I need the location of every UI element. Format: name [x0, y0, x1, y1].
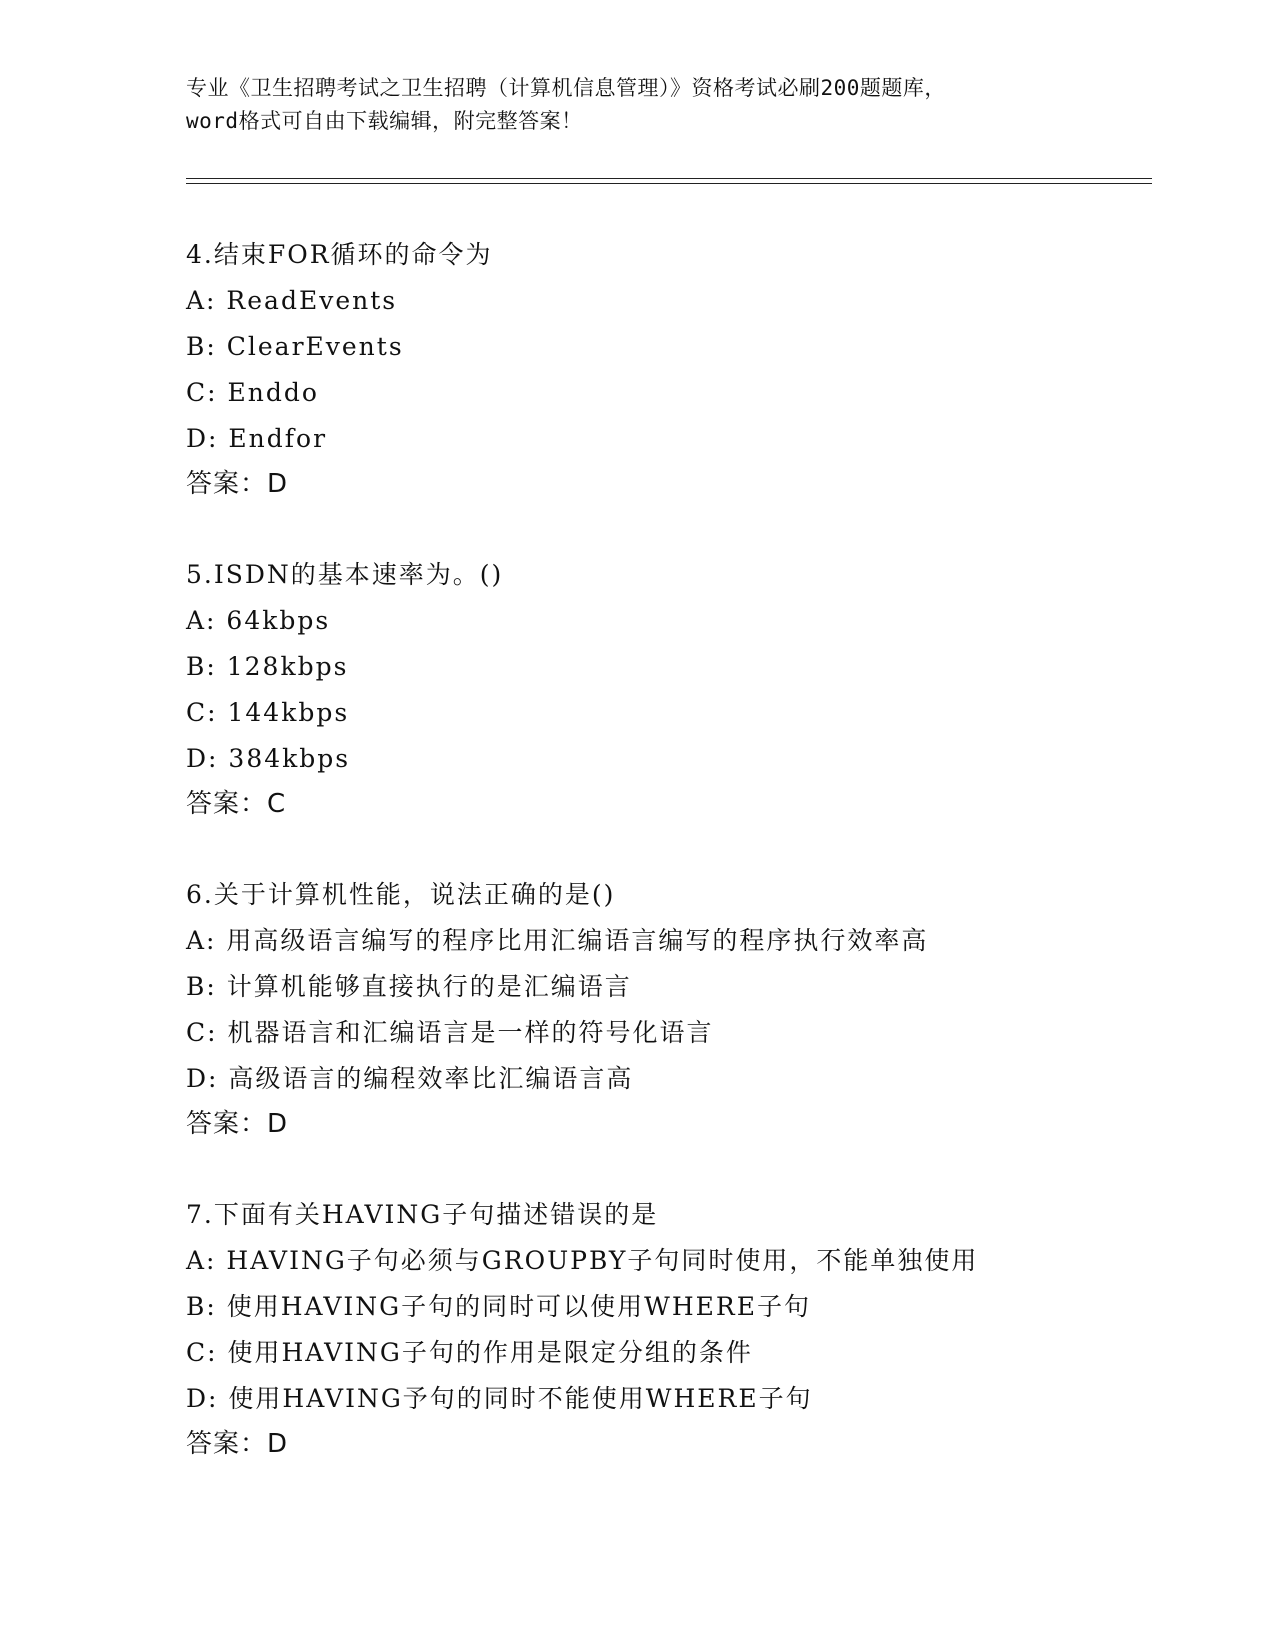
question-7: [186, 1192, 1186, 1466]
option-a: A: HAVING子句必须与GROUPBY子句同时使用，不能单独使用: [186, 1246, 979, 1275]
question-title: 4.结束FOR循环的命令为: [186, 240, 493, 269]
question-6: [186, 872, 1186, 1146]
option-b: B: 使用HAVING子句的同时可以使用WHERE子句: [186, 1292, 811, 1321]
answer: 答案：D: [186, 1429, 289, 1459]
option-d: D: 384kbps: [186, 744, 351, 773]
option-d: D: Endfor: [186, 424, 328, 453]
question-title: 5.ISDN的基本速率为。(): [186, 560, 504, 589]
header-line-1: 专业《卫生招聘考试之卫生招聘（计算机信息管理）》资格考试必刷200题题库，: [186, 76, 946, 100]
answer: 答案：D: [186, 469, 289, 499]
option-c: C: 144kbps: [186, 698, 350, 727]
answer: 答案：C: [186, 789, 287, 819]
header-divider-bottom: [186, 183, 1152, 184]
option-b: B: 128kbps: [186, 652, 349, 681]
answer: 答案：D: [186, 1109, 289, 1139]
option-c: C: 机器语言和汇编语言是一样的符号化语言: [186, 1018, 714, 1047]
option-b: B: ClearEvents: [186, 332, 404, 361]
question-4: [186, 232, 1186, 506]
option-c: C: Enddo: [186, 378, 319, 407]
option-a: A: ReadEvents: [186, 286, 398, 315]
option-d: D: 使用HAVING予句的同时不能使用WHERE子句: [186, 1384, 813, 1413]
document-header: [186, 72, 1086, 138]
header-divider-top: [186, 178, 1152, 179]
question-title: 7.下面有关HAVING子句描述错误的是: [186, 1200, 659, 1229]
question-title: 6.关于计算机性能，说法正确的是(): [186, 880, 616, 909]
option-d: D: 高级语言的编程效率比汇编语言高: [186, 1064, 634, 1093]
option-b: B: 计算机能够直接执行的是汇编语言: [186, 972, 632, 1001]
option-c: C: 使用HAVING子句的作用是限定分组的条件: [186, 1338, 753, 1367]
option-a: A: 用高级语言编写的程序比用汇编语言编写的程序执行效率高: [186, 926, 929, 955]
header-line-2: word格式可自由下载编辑，附完整答案！: [186, 109, 583, 133]
option-a: A: 64kbps: [186, 606, 331, 635]
question-5: [186, 552, 1186, 826]
